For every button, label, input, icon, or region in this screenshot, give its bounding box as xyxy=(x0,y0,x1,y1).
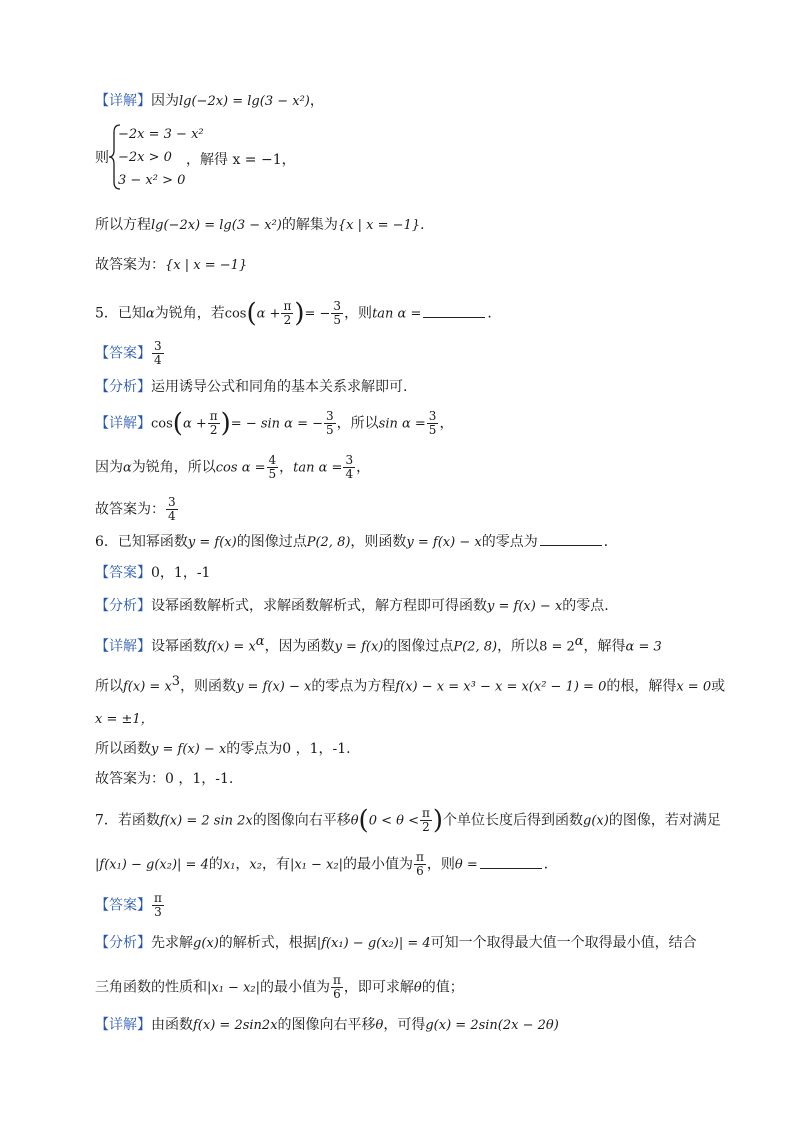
q5-detail-line: 【详解】cos(α + $\frac{\pi}{2}$ )= − sin α = − $\frac{3}{5}$ ，所以sin α = $\frac{3}{5}$ ， xyxy=(95,408,454,439)
q5-analysis-line: 【分析】运用诱导公式和同角的基本关系求解即可. xyxy=(95,379,408,395)
q5-answer-line xyxy=(95,340,165,367)
system-eq-2: −2x > 0 xyxy=(118,150,172,165)
q7-stem-2: |f(x₁) − g(x₂)| = 4的x₁，x₂，有|x₁ − x₂|的最小值为 $\frac{\pi}{6}$ ，则θ = ． xyxy=(95,850,558,878)
answer-tag: 【答案】 xyxy=(95,345,151,362)
q6-final-line: 故答案为：0 ，1，-1. xyxy=(95,771,234,787)
q6-analysis-line: 【分析】设幂函数解析式，求解函数解析式，解方程即可得函数y = f(x) − x的零点. xyxy=(95,598,609,614)
detail-tag: 【详解】 xyxy=(95,93,151,109)
solution-set: {x | x = −1} xyxy=(337,218,421,233)
question-number: 6． xyxy=(95,534,118,550)
answer-fraction: $\frac{\pi}{3}$ xyxy=(154,891,162,919)
final-answer: {x | x = −1} xyxy=(165,258,248,273)
q7-answer-line xyxy=(95,892,165,919)
answer-tag: 【答案】 xyxy=(95,565,151,581)
answer-tag: 【答案】 xyxy=(95,897,151,914)
q4-conclusion-line: 所以方程lg(−2x) = lg(3 − x²)的解集为{x | x = −1}. xyxy=(95,217,425,233)
q6-detail-line: 【详解】设幂函数$f(x) = x^\alpha$，因为函数y = f(x)的图像过点P(2, 8)，所以$8 = 2^\alpha$，解得α = 3 xyxy=(95,634,662,655)
answer-fraction: $\frac{3}{4}$ xyxy=(154,339,162,367)
q7-detail-line: 【详解】由函数f(x) = 2sin2x的图像向右平移θ，可得g(x) = 2sin(2x − 2θ) xyxy=(95,1017,559,1033)
q4-final-line: 故答案为：{x | x = −1} xyxy=(95,257,248,273)
system-eq-3: 3 − x² > 0 xyxy=(118,173,186,188)
q6-conclusion-line: 所以函数y = f(x) − x的零点为0 ，1，-1. xyxy=(95,741,351,757)
answer-blank xyxy=(423,305,485,318)
detail-tag: 【详解】 xyxy=(95,1017,151,1033)
q4-detail-line: 【详解】因为lg(−2x) = lg(3 − x²)， xyxy=(95,93,324,109)
fraction: $\frac{\pi}{2}$ xyxy=(283,299,292,327)
q7-analysis-line-2: 三角函数的性质和|x₁ − x₂|的最小值为 $\frac{\pi}{6}$ ，即可求解θ的值； xyxy=(95,973,464,1001)
q5-stem: 5．已知α为锐角，若cos(α + $\frac{\pi}{2}$ )= − $\frac{3}{5}$ ，则tan α = ． xyxy=(95,298,502,329)
q4-solve-text: ，解得 x = −1， xyxy=(186,152,296,168)
analysis-tag: 【分析】 xyxy=(95,598,151,614)
math-expression: lg(−2x) = lg(3 − x²) xyxy=(179,94,310,109)
q5-detail-line-2: 因为α为锐角，所以cos α = $\frac{4}{5}$ ，tan α = $\frac{3}{4}$ ， xyxy=(95,453,371,481)
q7-analysis-line: 【分析】先求解g(x)的解析式，根据|f(x₁) − g(x₂)| = 4可知一个取得最大值一个取得最小值，结合 xyxy=(95,935,697,951)
analysis-tag: 【分析】 xyxy=(95,935,151,951)
system-eq-1: −2x = 3 − x² xyxy=(118,127,204,142)
q6-detail-line-3: x = ±1， xyxy=(95,712,154,727)
q6-detail-line-2: 所以$f(x) = x^3$，则函数y = f(x) − x的零点为方程f(x) − x = x³ − x = x(x² − 1) = 0的根，解得x = 0或 xyxy=(95,674,726,695)
q5-final-line: 故答案为： $\frac{3}{4}$ xyxy=(95,495,176,523)
math-expression: lg(−2x) = lg(3 − x²) xyxy=(151,218,282,233)
answer-blank xyxy=(480,856,542,869)
detail-tag: 【详解】 xyxy=(95,638,151,655)
final-fraction: $\frac{3}{4}$ xyxy=(168,495,176,523)
q6-answer-line: 【答案】0，1，-1 xyxy=(95,565,211,581)
analysis-tag: 【分析】 xyxy=(95,379,151,395)
question-number: 7． xyxy=(95,812,118,829)
q4-then-label: 则 xyxy=(95,150,109,166)
q6-stem: 6．已知幂函数y = f(x)的图像过点P(2, 8)，则函数y = f(x) − x的零点为 ． xyxy=(95,534,618,550)
detail-tag: 【详解】 xyxy=(95,415,151,432)
question-number: 5． xyxy=(95,305,118,322)
q7-stem: 7．若函数f(x) = 2 sin 2x的图像向右平移θ(0 < θ < $\frac{\pi}{2}$ )个单位长度后得到函数g(x)的图像，若对满足 xyxy=(95,805,721,836)
fraction: $\frac{3}{5}$ xyxy=(333,299,342,327)
answer-blank xyxy=(540,533,602,546)
